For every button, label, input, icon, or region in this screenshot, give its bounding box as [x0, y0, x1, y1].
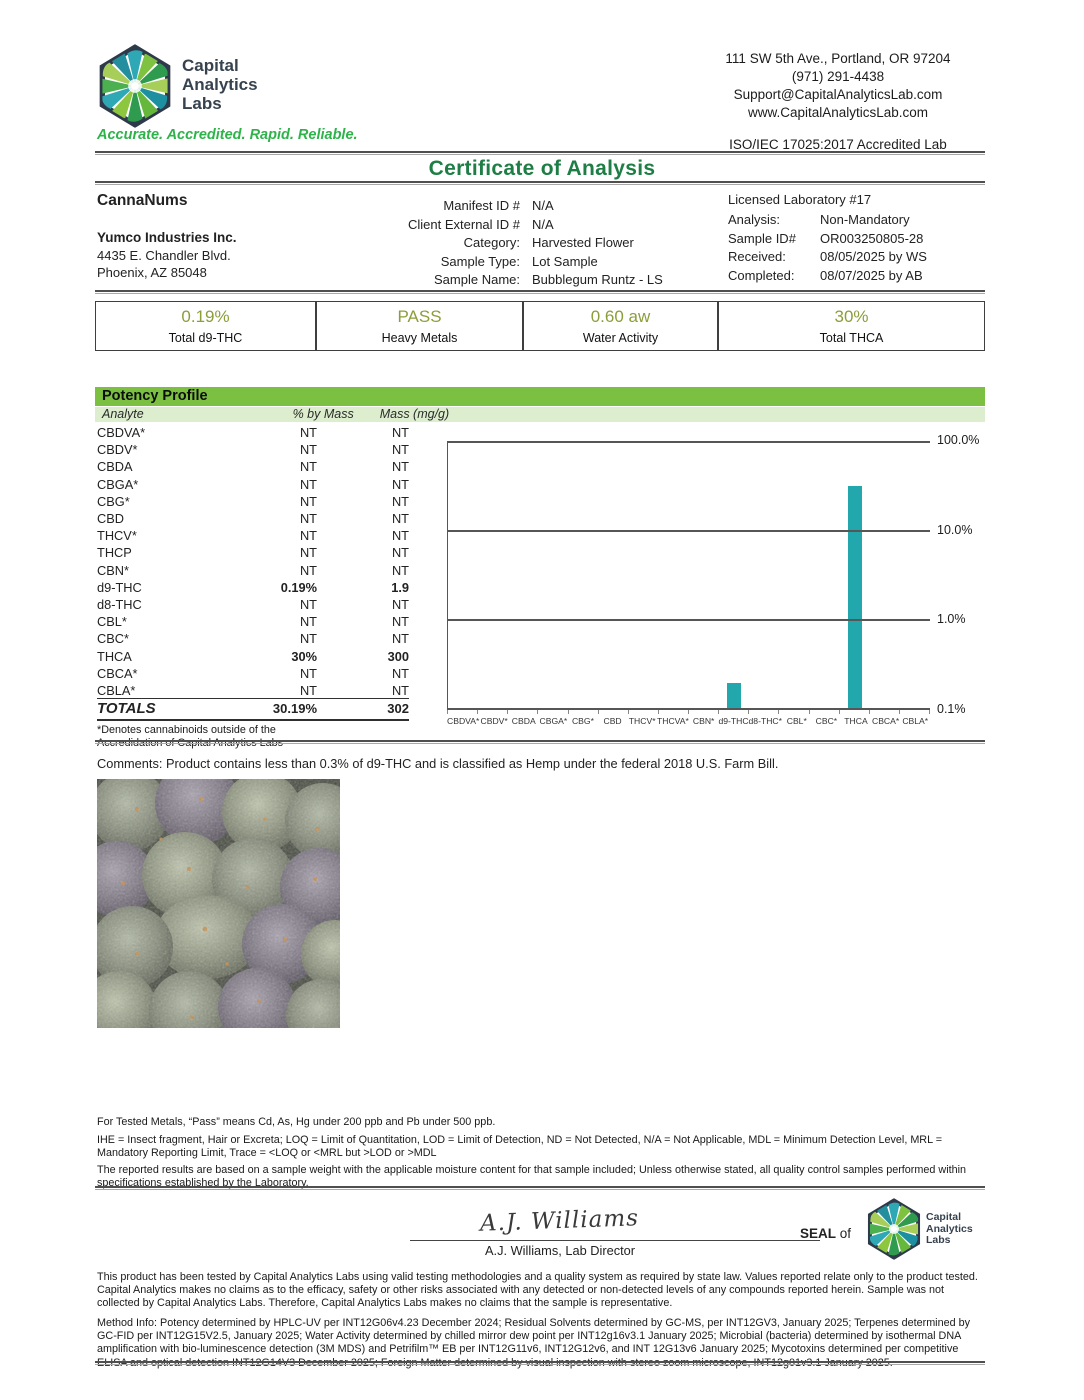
- manifest-id-label: Manifest ID #: [443, 198, 520, 213]
- lab-name-line: Analytics: [182, 75, 258, 94]
- potency-cell: NT: [299, 459, 317, 475]
- potency-cell: THCP: [97, 545, 132, 561]
- potency-cell: NT: [299, 511, 317, 527]
- totals-pct: 30.19%: [272, 701, 317, 716]
- x-label-CBGA: CBGA*: [539, 716, 568, 726]
- iso-accreditation: ISO/IEC 17025:2017 Accredited Lab: [729, 137, 947, 152]
- client-external-id-row: [330, 217, 663, 232]
- potency-cell: NT: [299, 442, 317, 458]
- gridline-10pct: [447, 530, 930, 532]
- chart-slot-CBCA: [870, 443, 900, 708]
- potency-row-CBD: [97, 510, 409, 527]
- lab-logo-hexagon-icon: [97, 44, 173, 128]
- x-label-CBD: CBD: [603, 716, 622, 726]
- x-label-THCA: THCA: [844, 716, 868, 726]
- licensed-laboratory: Licensed Laboratory #17: [728, 192, 872, 207]
- potency-cell: NT: [299, 545, 317, 561]
- potency-cell: CBG*: [97, 493, 130, 509]
- seal-logo: [866, 1198, 922, 1265]
- client-address-line2: Phoenix, AZ 85048: [97, 265, 207, 280]
- potency-row-CBLA: [97, 682, 409, 699]
- divider: [95, 1361, 985, 1365]
- sample-id-label: Sample ID#: [728, 230, 796, 246]
- summary-value: 0.19%: [181, 307, 230, 326]
- analysis-row: [728, 212, 927, 227]
- divider: [95, 1186, 985, 1190]
- chart-slot-CBDA: [508, 443, 538, 708]
- potency-table: [97, 424, 409, 699]
- potency-cell: CBD: [97, 511, 125, 527]
- potency-row-CBC: [97, 630, 409, 647]
- ytick-1: 1.0%: [937, 612, 966, 626]
- potency-cell: CBN*: [97, 562, 129, 578]
- potency-cell: CBDVA*: [97, 425, 146, 440]
- x-axis-labels: [447, 716, 930, 726]
- potency-cell: NT: [391, 493, 409, 509]
- chart-slot-CBD: [599, 443, 629, 708]
- potency-cell: NT: [391, 683, 409, 699]
- seal-lab-name: [926, 1212, 973, 1247]
- metals-definition: For Tested Metals, “Pass” means Cd, As, Hg under 200 ppb and Pb under 500 ppb.: [97, 1116, 496, 1128]
- potency-cell: NT: [391, 442, 409, 458]
- potency-cell: NT: [299, 493, 317, 509]
- summary-label: Total THCA: [819, 331, 884, 345]
- potency-cell: NT: [299, 425, 317, 440]
- potency-row-CBDA: [97, 458, 409, 475]
- manifest-id-value: N/A: [532, 198, 554, 213]
- potency-cell: CBDA: [97, 459, 133, 475]
- page-title: Certificate of Analysis: [428, 157, 656, 180]
- x-tick: [810, 710, 840, 714]
- abbreviations-definition: IHE = Insect fragment, Hair or Excreta; LOQ = Limit of Quantitation, LOD = Limit of Detection, ND = Not Detected, N/A = Not Applicable, MDL = Minimum Detection Level, MRL = Mandatory Reporting Limit, Trace = <LOQ or <MRL but >LOD or >MDL: [97, 1133, 943, 1159]
- seal-lab-name-line: Labs: [926, 1234, 951, 1246]
- sample-name-row: [330, 272, 663, 287]
- divider: [95, 740, 985, 744]
- client-company: Yumco Industries Inc.: [97, 230, 237, 245]
- lab-logo: [97, 44, 173, 128]
- sample-name-label: Sample Name:: [434, 272, 520, 287]
- ytick-0-1: 0.1%: [937, 702, 966, 716]
- x-tick: [447, 710, 478, 714]
- potency-cell: 0.19%: [280, 579, 317, 595]
- potency-column-headers: [95, 407, 985, 422]
- received-row: [728, 249, 927, 264]
- x-label-CBC: CBC*: [815, 716, 838, 726]
- analysis-label: Analysis:: [728, 212, 781, 227]
- summary-box-water-activity: [523, 301, 718, 351]
- seal-lab-name-line: Capital: [926, 1211, 962, 1223]
- potency-cell: NT: [391, 459, 409, 475]
- x-label-CBLA: CBLA*: [902, 716, 929, 726]
- method-info: Method Info: Potency determined by HPLC-UV per INT12G06v4.23 December 2024; Residual Solvents determined by GC-MS, per INT12GV3, January 2025; Terpenes determined by GC-FID per INT12G15V2.5, January 2025; Water Activity determined by chilled mirror dew point per INT12g16v3.1 January 2025; Microbial (bacteria) determined by isothermal DNA amplification with bio-luminescence detection (3M MDS) and Petrifilm™ EB per INT12G11v6, INT12G12v6, and INT 12G13v6 January 2025; Mycotoxins determined per competitive ELISA and optical detection INT12G14V3 December 2025; Foreign Matter determined by visual inspection with stereo zoom microscope, INT12g01v3.1 January 2025.: [97, 1317, 970, 1369]
- potency-cell: NT: [391, 425, 409, 440]
- analysis-value: Non-Mandatory: [820, 212, 910, 227]
- category-label: Category:: [463, 235, 520, 250]
- potency-cell: CBCA*: [97, 665, 138, 681]
- x-label-CBDV: CBDV*: [480, 716, 508, 726]
- summary-value: 30%: [834, 307, 869, 326]
- seal-lab-name-line: Analytics: [926, 1222, 973, 1235]
- chart-slot-CBL: [779, 443, 809, 708]
- potency-bar-chart: [445, 433, 985, 733]
- divider: [95, 181, 985, 185]
- potency-row-THCV: [97, 527, 409, 544]
- chart-bar-THCA: [848, 486, 862, 708]
- potency-cell: THCV*: [97, 528, 137, 544]
- divider: [95, 290, 985, 294]
- x-label-CBDA: CBDA: [511, 716, 536, 726]
- received-value: 08/05/2025 by WS: [820, 249, 927, 264]
- lab-email[interactable]: Support@CapitalAnalyticsLab.com: [733, 87, 943, 102]
- x-tick: [779, 710, 809, 714]
- potency-cell: d9-THC: [97, 579, 142, 595]
- summary-box-total-thca: [718, 301, 985, 351]
- potency-cell: CBDV*: [97, 442, 138, 458]
- potency-row-CBL: [97, 613, 409, 630]
- potency-cell: 1.9: [391, 579, 409, 595]
- potency-row-d9-THC: [97, 579, 409, 596]
- lab-name: [182, 56, 258, 113]
- x-label-CBCA: CBCA*: [871, 716, 900, 726]
- lab-address: 111 SW 5th Ave., Portland, OR 97204: [725, 51, 951, 66]
- totals-mass: 302: [387, 701, 409, 716]
- potency-cell: NT: [391, 511, 409, 527]
- totals-label: TOTALS: [97, 700, 156, 717]
- potency-cell: CBC*: [97, 631, 129, 647]
- seal-of-label: [800, 1226, 851, 1241]
- chart-slot-CBLA: [900, 443, 930, 708]
- sample-name-value: Bubblegum Runtz - LS: [532, 272, 663, 287]
- potency-row-CBDV: [97, 441, 409, 458]
- signature-script: A.J. Williams: [479, 1205, 640, 1237]
- potency-cell: NT: [391, 614, 409, 630]
- reported-results-note: The reported results are based on a sample weight with the applicable moisture content for that sample included; Unless otherwise stated, all quality control samples performed within specifications established by the Laboratory.: [97, 1164, 967, 1190]
- potency-footnote: *Denotes cannabinoids outside of the Accredidation of Capital Analytics Labs: [97, 724, 284, 749]
- laboratory-info-block: [728, 192, 927, 283]
- comments-line: Comments: Product contains less than 0.3% of d9-THC and is classified as Hemp under the federal 2018 U.S. Farm Bill.: [97, 756, 779, 771]
- potency-cell: 300: [387, 648, 409, 664]
- lab-phone: (971) 291-4438: [791, 69, 885, 84]
- potency-cell: NT: [299, 665, 317, 681]
- x-tick: [629, 710, 659, 714]
- chart-slot-CBG: [569, 443, 599, 708]
- ytick-100: 100.0%: [937, 433, 980, 447]
- summary-label: Water Activity: [582, 331, 659, 345]
- sample-type-label: Sample Type:: [440, 253, 520, 269]
- potency-row-CBN: [97, 562, 409, 579]
- x-tick: [538, 710, 568, 714]
- category-row: [330, 235, 663, 250]
- x-tick: [689, 710, 719, 714]
- signature-line: [410, 1240, 820, 1241]
- potency-row-CBGA: [97, 476, 409, 493]
- potency-row-d8-THC: [97, 596, 409, 613]
- ytick-10: 10.0%: [937, 523, 973, 537]
- column-analyte: Analyte: [102, 407, 144, 421]
- sample-info-block: [330, 198, 663, 287]
- potency-cell: NT: [299, 528, 317, 544]
- potency-cell: NT: [299, 631, 317, 647]
- x-tick: [900, 710, 930, 714]
- lab-contact-block: [690, 50, 986, 122]
- potency-cell: NT: [391, 528, 409, 544]
- column-pct-by-mass: % by Mass: [292, 407, 354, 421]
- sample-id-value: OR003250805-28: [820, 230, 924, 246]
- column-mass-mgg: Mass (mg/g): [379, 407, 450, 421]
- potency-cell: CBGA*: [97, 476, 139, 492]
- x-label-CBL: CBL*: [786, 716, 807, 726]
- lab-tagline: Accurate. Accredited. Rapid. Reliable.: [97, 127, 358, 143]
- chart-bar-d9-THC: [727, 683, 741, 708]
- signatory-name-title: A.J. Williams, Lab Director: [485, 1243, 636, 1258]
- divider: [95, 151, 985, 155]
- x-tick: [599, 710, 629, 714]
- summary-value: PASS: [397, 307, 442, 326]
- legal-disclaimer: This product has been tested by Capital Analytics Labs using valid testing methodologies and a quality system as required by state law. Values reported relate only to the product tested. Capital Analytics makes no claims as to the efficacy, safety or other risks associated with any detected or non-detected levels of any compounds reported herein. Sample was not collected by Capital Analytics Labs. Therefore, Capital Analytics Labs makes no claims that the sample is representative.: [97, 1271, 978, 1310]
- potency-cell: CBL*: [97, 614, 127, 630]
- potency-row-THCP: [97, 544, 409, 561]
- potency-row-THCA: [97, 648, 409, 665]
- potency-cell: 30%: [291, 648, 317, 664]
- x-label-CBG: CBG*: [571, 716, 594, 726]
- chart-slot-CBN: [689, 443, 719, 708]
- summary-label: Heavy Metals: [381, 331, 458, 345]
- potency-row-CBCA: [97, 665, 409, 682]
- client-external-id-value: N/A: [532, 216, 554, 232]
- lab-name-line: Capital: [182, 56, 239, 75]
- received-label: Received:: [728, 249, 786, 264]
- potency-cell: CBLA*: [97, 683, 136, 699]
- seal-word: SEAL: [800, 1226, 837, 1241]
- summary-value: 0.60 aw: [590, 307, 651, 326]
- lab-website[interactable]: www.CapitalAnalyticsLab.com: [747, 105, 929, 120]
- potency-cell: NT: [391, 562, 409, 578]
- sample-id-row: [728, 231, 927, 246]
- x-tick: [569, 710, 599, 714]
- lab-name-line: Labs: [182, 94, 222, 113]
- x-tick: [478, 710, 508, 714]
- category-value: Harvested Flower: [532, 235, 634, 250]
- manifest-id-row: [330, 198, 663, 213]
- chart-slot-d9-THC: [719, 443, 749, 708]
- sample-type-value: Lot Sample: [532, 253, 598, 269]
- potency-cell: NT: [299, 597, 317, 613]
- x-tick: [870, 710, 900, 714]
- x-tick: [749, 710, 779, 714]
- potency-cell: NT: [299, 562, 317, 578]
- client-external-id-label: Client External ID #: [408, 216, 520, 232]
- potency-cell: NT: [391, 476, 409, 492]
- summary-band: [95, 301, 985, 351]
- chart-slot-CBC: [810, 443, 840, 708]
- cannabis-buds-image: [97, 779, 340, 1028]
- potency-section-header: Potency Profile: [95, 387, 985, 406]
- summary-box-total-d9-thc: [95, 301, 316, 351]
- x-tick: [659, 710, 689, 714]
- completed-row: [728, 268, 927, 283]
- x-label-CBDVA: CBDVA*: [447, 716, 480, 726]
- potency-cell: NT: [299, 683, 317, 699]
- potency-cell: NT: [391, 545, 409, 561]
- gridline-1pct: [447, 619, 930, 621]
- x-axis-ticks: [447, 710, 930, 714]
- x-label-CBN: CBN*: [692, 716, 715, 726]
- potency-cell: d8-THC: [97, 597, 142, 613]
- chart-slot-CBGA: [538, 443, 568, 708]
- potency-cell: NT: [391, 631, 409, 647]
- client-address-line1: 4435 E. Chandler Blvd.: [97, 248, 231, 263]
- chart-slot-d8-THC: [749, 443, 779, 708]
- x-tick: [508, 710, 538, 714]
- chart-slot-CBDV: [478, 443, 508, 708]
- x-label-THCV: THCV*: [628, 716, 656, 726]
- potency-cell: NT: [391, 665, 409, 681]
- sample-photo: [97, 779, 340, 1028]
- chart-slot-THCVA: [659, 443, 689, 708]
- potency-row-CBG: [97, 493, 409, 510]
- completed-value: 08/07/2025 by AB: [820, 267, 923, 283]
- summary-box-heavy-metals: [316, 301, 523, 351]
- fine-print-block: [97, 1116, 985, 1190]
- x-tick: [719, 710, 749, 714]
- potency-totals-row: [97, 698, 409, 721]
- chart-plot-area: [447, 441, 930, 710]
- completed-label: Completed:: [728, 267, 795, 283]
- potency-cell: NT: [391, 597, 409, 613]
- potency-cell: NT: [299, 476, 317, 492]
- chart-slot-CBDVA: [448, 443, 478, 708]
- potency-cell: NT: [299, 614, 317, 630]
- x-label-THCVA: THCVA*: [656, 716, 689, 726]
- x-label-d8-THC: d8-THC*: [748, 716, 782, 726]
- chart-slot-THCV: [629, 443, 659, 708]
- x-tick: [840, 710, 870, 714]
- chart-slot-THCA: [840, 443, 870, 708]
- summary-label: Total d9-THC: [168, 331, 243, 345]
- client-name: CannaNums: [97, 192, 188, 209]
- seal-hexagon-icon: [866, 1198, 922, 1260]
- x-label-d9-THC: d9-THC: [718, 716, 749, 726]
- seal-of-word: of: [836, 1226, 852, 1241]
- sample-type-row: [330, 254, 663, 269]
- potency-row-CBDVA: [97, 424, 409, 441]
- potency-cell: THCA: [97, 648, 132, 664]
